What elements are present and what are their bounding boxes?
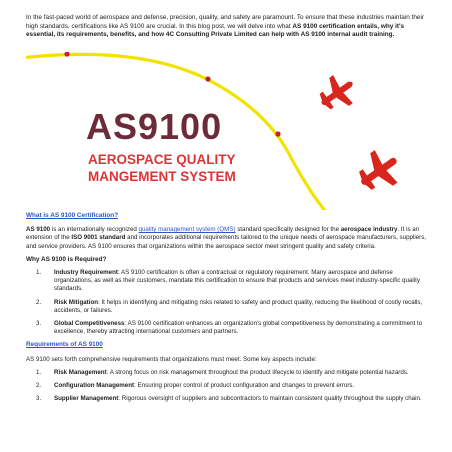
flight-path-dot bbox=[275, 131, 280, 136]
list-text: : AS 9100 certification enhances an organization's global competitiveness by demonstrating a commitment to excellence, thereby attracting international customers and partners. bbox=[54, 320, 423, 336]
list-text: : AS 9100 certification is often a contractual or regulatory requirement. Many aerospace and defense organizations, as well as their customers, mandate this certification to ensure that products and services meet industry-specific quality standards. bbox=[54, 269, 420, 293]
text-span: and incorporates additional requirements tailored to the unique needs of aerospace manufacturers, suppliers, and service providers. AS 9100 ensures that organizations within the aerospace sector meet stringent quality and safety criteria. bbox=[26, 234, 427, 250]
term-iso9001: ISO 9001 standard bbox=[71, 234, 126, 242]
section-heading-what-is[interactable]: What is AS 9100 Certification? bbox=[26, 212, 119, 219]
list-item bbox=[26, 395, 430, 403]
list-number: 3. bbox=[36, 395, 42, 403]
why-list bbox=[26, 269, 430, 336]
list-text: : A strong focus on risk management throughout the product lifecycle to identify and mitigate potential hazards. bbox=[106, 368, 409, 376]
intro-text: In the fast-paced world of aerospace and defense, precision, quality, and safety are paramount. To ensure that these industries maintain their high standards, certifications like AS 9100 are crucial. In this blog post, we will delve into what bbox=[26, 14, 424, 30]
list-term: Supplier Management bbox=[54, 395, 119, 403]
list-term: Risk Management bbox=[54, 368, 107, 376]
hero-subtitle-line1: AEROSPACE QUALITY bbox=[88, 152, 236, 167]
airplane-icon bbox=[311, 69, 363, 119]
term-aerospace-industry: aerospace industry bbox=[340, 226, 398, 234]
text-span: standard specifically designed for the bbox=[235, 226, 341, 234]
hero-illustration bbox=[26, 52, 430, 210]
term-as9100: AS 9100 bbox=[26, 226, 51, 234]
article-body bbox=[26, 212, 430, 408]
list-number: 3. bbox=[36, 320, 42, 328]
list-number: 2. bbox=[36, 382, 42, 390]
flight-path-dot bbox=[205, 76, 210, 81]
text-span: is an internationally recognized bbox=[50, 226, 139, 234]
definition-paragraph bbox=[26, 226, 430, 251]
list-term: Risk Mitigation bbox=[54, 298, 99, 306]
requirements-intro: AS 9100 sets forth comprehensive requirements that organizations must meet. Some key aspects include: bbox=[26, 355, 317, 363]
list-item bbox=[26, 299, 430, 315]
list-term: Configuration Management bbox=[54, 382, 135, 390]
intro-bold-text: AS 9100 certification entails, why it's essential, its requirements, benefits, and how 4C Consulting Private Limited can help with AS 9100 internal audit training. bbox=[26, 22, 405, 39]
list-item bbox=[26, 369, 430, 377]
list-number: 2. bbox=[36, 298, 42, 306]
requirements-list bbox=[26, 369, 430, 404]
airplane-icon bbox=[350, 143, 407, 199]
list-number: 1. bbox=[36, 368, 42, 376]
list-text: : It helps in identifying and mitigating risks related to safety and product quality, reducing the likelihood of costly recalls, accidents, or failures. bbox=[54, 298, 423, 314]
list-term: Industry Requirement bbox=[54, 269, 118, 277]
hero-subtitle-line2: MANGEMENT SYSTEM bbox=[88, 169, 236, 184]
intro-paragraph bbox=[26, 14, 430, 40]
text-span: . It is an extension of the bbox=[26, 226, 420, 242]
section-heading-why: Why AS 9100 is Required? bbox=[26, 255, 107, 263]
list-number: 1. bbox=[36, 269, 42, 277]
list-item bbox=[26, 382, 430, 390]
hero-title: AS9100 bbox=[86, 106, 223, 147]
qms-link[interactable]: quality management system (QMS) bbox=[138, 226, 236, 234]
list-text: : Rigorous oversight of suppliers and subcontractors to maintain consistent quality throughout the supply chain. bbox=[118, 395, 422, 403]
section-heading-requirements[interactable]: Requirements of AS 9100 bbox=[26, 341, 103, 349]
list-term: Global Competitiveness bbox=[54, 320, 125, 328]
list-item bbox=[26, 269, 430, 294]
list-item bbox=[26, 320, 430, 336]
list-text: : Ensuring proper control of product configuration and changes to prevent errors. bbox=[134, 382, 355, 390]
hero-banner bbox=[26, 52, 430, 210]
